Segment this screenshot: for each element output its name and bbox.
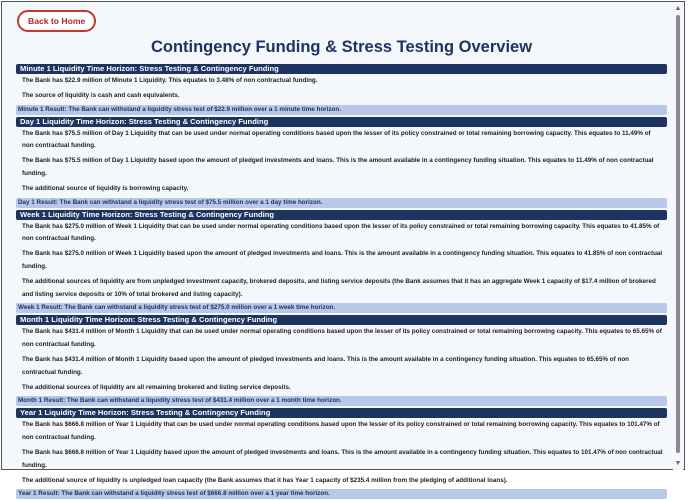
scroll-down-icon[interactable]: ▼ [674, 460, 682, 467]
page-content [16, 10, 667, 501]
section-week-1 [16, 210, 667, 314]
section-header: Year 1 Liquidity Time Horizon: Stress Testing & Contingency Funding [16, 408, 667, 418]
section-paragraph: The additional sources of liquidity are all remaining brokered and listing service deposits. [22, 383, 291, 391]
section-month-1 [16, 315, 667, 406]
section-minute-1 [16, 64, 667, 115]
section-paragraph: The Bank has $431.4 million of Month 1 Liquidity that can be used under normal operating conditions based upon the lesser of its policy constrained or total remaining borrowing capacity. This equates to 65.65% of non contractual funding. [22, 328, 662, 349]
section-year-1 [16, 408, 667, 499]
scroll-up-icon[interactable]: ▲ [674, 5, 682, 12]
section-header: Day 1 Liquidity Time Horizon: Stress Testing & Contingency Funding [16, 117, 667, 127]
section-result: Year 1 Result: The Bank can withstand a liquidity stress test of $666.8 million over a 1 year time horizon. [16, 489, 667, 499]
section-result: Minute 1 Result: The Bank can withstand a liquidity stress test of $22.9 million over a 1 minute time horizon. [16, 105, 667, 115]
back-to-home-button[interactable]: Back to Home [17, 10, 96, 32]
section-paragraph: The Bank has $666.8 million of Year 1 Liquidity based upon the amount of pledged investments and loans. This is the amount available in a contingency funding situation. This equates to 101.47% of non contractual funding. [22, 448, 663, 469]
section-header: Week 1 Liquidity Time Horizon: Stress Testing & Contingency Funding [16, 210, 667, 220]
section-paragraph: The Bank has $431.4 million of Month 1 Liquidity based upon the amount of pledged investments and loans. This is the amount available in a contingency funding situation. This equates to 65.65% of non contractual funding. [22, 355, 630, 376]
section-paragraph: The Bank has $275.0 million of Week 1 Liquidity based upon the amount of pledged investments and loans. This is the amount available in a contingency funding situation. This equates to 41.85% of non contractual funding. [22, 250, 663, 270]
vertical-scrollbar[interactable] [673, 3, 683, 470]
section-result: Day 1 Result: The Bank can withstand a liquidity stress test of $75.5 million over a 1 day time horizon. [16, 198, 667, 208]
section-paragraph: The additional source of liquidity is borrowing capacity. [22, 184, 189, 192]
scrollbar-thumb[interactable] [676, 15, 680, 453]
page-title: Contingency Funding & Stress Testing Overview [150, 38, 533, 56]
section-result: Week 1 Result: The Bank can withstand a liquidity stress test of $275.0 million over a 1 week time horizon. [16, 303, 667, 313]
section-day-1 [16, 117, 667, 208]
section-paragraph: The Bank has $666.8 million of Year 1 Liquidity that can be used under normal operating conditions based upon the lesser of its policy constrained or total remaining borrowing capacity. This equates to 101.47% of non contractual funding. [22, 421, 660, 442]
section-header: Month 1 Liquidity Time Horizon: Stress Testing & Contingency Funding [16, 315, 667, 325]
section-result: Month 1 Result: The Bank can withstand a liquidity stress test of $431.4 million over a 1 month time horizon. [16, 396, 667, 406]
browser-viewport [1, 1, 685, 498]
section-paragraph: The Bank has $75.5 million of Day 1 Liquidity based upon the amount of pledged investments and loans. This is the amount available in a contingency funding situation. This equates to 11.49% of non contractual funding. [22, 157, 654, 177]
section-paragraph: The Bank has $22.9 million of Minute 1 Liquidity. This equates to 3.48% of non contractual funding. [22, 77, 318, 84]
section-paragraph: The Bank has $275.0 million of Week 1 Liquidity that can be used under normal operating conditions based upon the lesser of its policy constrained or total remaining borrowing capacity. This equates to 41.85% of non contractual funding. [22, 222, 660, 243]
section-paragraph: The Bank has $75.5 million of Day 1 Liquidity that can be used under normal operating conditions based upon the lesser of its policy constrained or total remaining borrowing capacity. This equates to 11.49% of non contractual funding. [22, 129, 651, 150]
section-header: Minute 1 Liquidity Time Horizon: Stress Testing & Contingency Funding [16, 64, 667, 74]
section-paragraph: The source of liquidity is cash and cash equivalents. [22, 91, 180, 99]
section-paragraph: The additional source of liquidity is unpledged loan capacity (the Bank assumes that it has Year 1 capacity of $235.4 million from the pledging of additional loans). [22, 476, 508, 484]
section-paragraph: The additional sources of liquidity are from unpledged investment capacity, brokered deposits, and listing service deposits (the Bank assumes that it has an aggregate Week 1 capacity of $17.4 million of brokered and listing service deposits or 10% of total brokered and listing capacity). [22, 277, 656, 298]
